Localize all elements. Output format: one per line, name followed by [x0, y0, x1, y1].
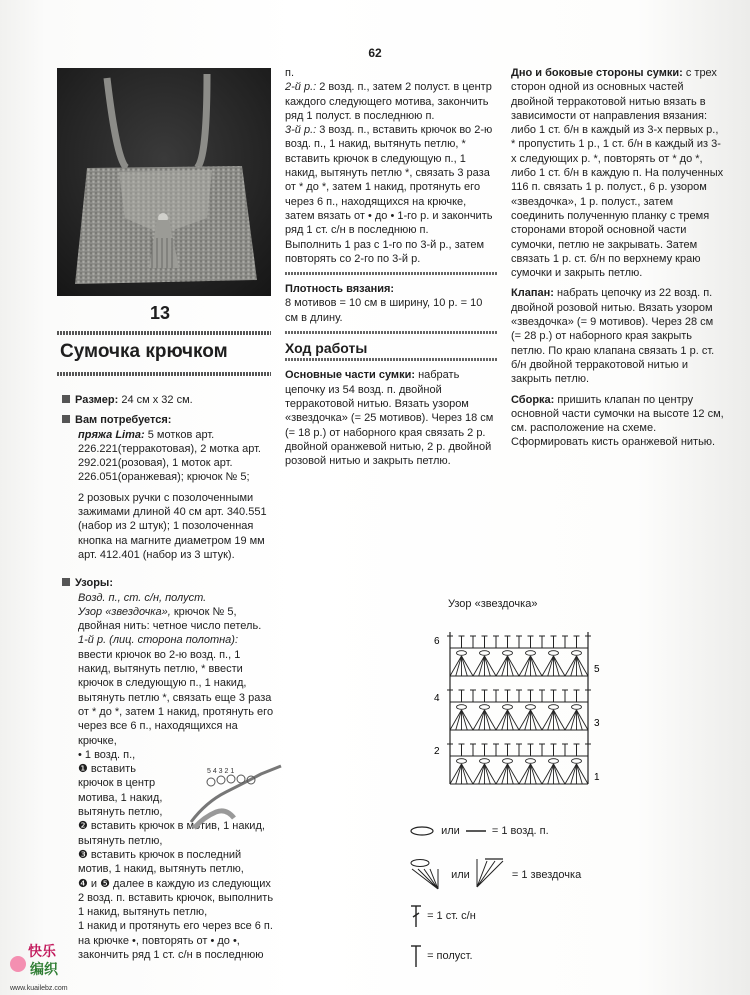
main-parts-text: набрать цепочку из 54 возд. п. двойной терракотовой нитью. Вязать узором «звездочка» (= 25 мотивов). Через 18 см (= 18 р.) от наборного края связать 2 р. двойной оранжевой нитью, 2 р. двойной розовой нитью и закрыть петлю.: [285, 369, 494, 468]
row2-label: 2-й р.:: [285, 81, 317, 94]
chain-stitch-mark: [457, 705, 467, 710]
row3-text: 3 возд. п., вставить крючок во 2-ю возд. п., 1 накид, вытянуть петлю, * вставить крючок в следующую п., 1 накид, вытянуть петлю *, связать 3 раза от * до *, затем 1 накид, протянуть его через 6 п., находящихся на крючке, затем вязать от • до • 1-го р. и закончить ряд 1 ст. с/н в последнюю п.: [285, 124, 493, 237]
diagram-title: Узор «звездочка»: [448, 598, 538, 610]
diagram-stroke: [473, 710, 485, 730]
diagram-stroke: [548, 710, 554, 730]
svg-text:编织: 编织: [30, 962, 58, 978]
need-label: Вам потребуется:: [75, 414, 172, 427]
diagram-stroke: [502, 656, 508, 676]
half-double-crochet-icon: [408, 943, 424, 969]
diagram-stroke: [508, 710, 520, 730]
star-stitch-diagram: [420, 592, 620, 802]
diagram-stroke: [479, 656, 485, 676]
star-fan-alt-icon: [473, 857, 509, 893]
flap-paragraph: [511, 286, 725, 386]
chain-stitch-mark: [549, 705, 559, 710]
diagram-stroke: [577, 764, 583, 784]
inset-digits: 5 4 3 2 1: [207, 768, 235, 776]
diagram-stroke: [456, 710, 462, 730]
svg-text:快乐: 快乐: [28, 944, 56, 960]
chain-stitch-mark: [480, 759, 490, 764]
diagram-stroke: [485, 656, 491, 676]
diagram-stroke: [462, 656, 474, 676]
diagram-stroke: [485, 710, 491, 730]
size-label: Размер:: [75, 394, 119, 406]
diagram-stroke: [508, 764, 514, 784]
density-label: Плотность вязания:: [285, 283, 395, 296]
diagram-stroke: [462, 656, 468, 676]
row1-paragraph: [78, 633, 274, 747]
diagram-stroke: [485, 764, 497, 784]
diagram-stroke: [542, 764, 554, 784]
step-1: ❶ вставить крючок в центр мотива, 1 накид, вытянуть петлю,: [78, 763, 163, 819]
diagram-stroke: [554, 764, 566, 784]
middle-column: [285, 66, 497, 474]
legend-star-text: = 1 звездочка: [511, 868, 582, 881]
row-number-6: 6: [434, 636, 440, 647]
diagram-stroke: [577, 710, 583, 730]
row-number-1: 1: [594, 772, 600, 783]
watermark-logo: [8, 938, 78, 994]
legend-chain: [408, 825, 549, 837]
chain-stitch-mark: [457, 651, 467, 656]
diagram-stroke: [554, 656, 560, 676]
chain-oval-icon: [408, 825, 438, 837]
row2-text: 2 возд. п., затем 2 полуст. в центр каждого следующего мотива, закончить ряд 1 полуст. в последнюю п.: [285, 81, 492, 122]
chain-dash-icon: [463, 825, 489, 837]
diagram-stroke: [554, 710, 566, 730]
yarn-text: 5 мотков арт. 226.221(терракотовая), 2 мотка арт. 292.021(розовая), 1 моток арт. 226.051(оранжевая); крючок № 5;: [78, 428, 261, 484]
page-number: 62: [368, 46, 382, 60]
legend-dc-text: = 1 ст. с/н: [427, 909, 476, 922]
chain-stitch-mark: [503, 705, 513, 710]
legend-or-1: или: [441, 825, 460, 837]
diagram-stroke: [571, 710, 577, 730]
step-5: 1 накид и протянуть его через все 6 п. на крючке •, повторять от • до •, закончить ряд 1 ст. с/н в последнюю: [78, 920, 273, 961]
diagram-stroke: [577, 710, 589, 730]
repeat-paragraph: Выполнить 1 раз с 1-го по 3-й р., затем повторять со 2-го по 3-й р.: [285, 238, 485, 265]
diagram-stroke: [531, 764, 543, 784]
diagram-stroke: [577, 656, 583, 676]
chain-stitch-mark: [480, 705, 490, 710]
patterns-heading: [62, 576, 274, 590]
main-parts-paragraph: [285, 368, 497, 468]
divider-progress: [285, 331, 497, 334]
star-fan-icon: [408, 857, 448, 893]
diagram-stroke: [554, 764, 560, 784]
diagram-stroke: [450, 710, 462, 730]
legend-chain-text: = 1 возд. п.: [491, 825, 549, 837]
legend-or-2: или: [451, 868, 470, 881]
diagram-rows: [447, 632, 591, 784]
diagram-stroke: [496, 710, 508, 730]
bullet-square-icon: [62, 578, 70, 586]
bottom-sides-paragraph: [511, 66, 725, 280]
chain-stitch-mark: [480, 651, 490, 656]
yarn-label: пряжа Lima:: [78, 428, 145, 441]
chain-stitch-mark: [526, 705, 536, 710]
stitches-line: Возд. п., ст. с/н, полуст.: [78, 591, 207, 604]
step-3: ❸ вставить крючок в последний мотив, 1 накид, вытянуть петлю,: [78, 848, 244, 876]
diagram-stroke: [525, 710, 531, 730]
diagram-stroke: [462, 764, 474, 784]
diagram-stroke: [577, 764, 589, 784]
steps-block: [78, 762, 274, 962]
row2-paragraph: [285, 80, 497, 123]
row3-label: 3-й р.:: [285, 124, 317, 137]
row1-label: 1-й р. (лиц. сторона полотна):: [78, 634, 238, 647]
star-pattern-text: крючок № 5, двойная нить: четное число петель.: [78, 605, 262, 633]
patterns-body: [62, 591, 274, 963]
diagram-stroke: [508, 656, 514, 676]
row-number-2: 2: [434, 746, 440, 757]
star-pattern-label: Узор «звездочка»,: [78, 605, 171, 618]
diagram-stroke: [450, 656, 462, 676]
chain-stitch-mark: [526, 651, 536, 656]
diagram-stroke: [479, 710, 485, 730]
row1-text: ввести крючок во 2-ю возд. п., 1 накид, вытянуть петлю, * ввести крючок в следующую п., 1 накид, вытянуть петлю *, связать еще 3 раза от * до *, затем 1 накид, протянуть его через все 6 п., находящихся на крючке,: [78, 648, 274, 747]
main-parts-label: Основные части сумки:: [285, 369, 415, 382]
chain-stitch-mark: [549, 759, 559, 764]
row-number-4: 4: [434, 693, 440, 704]
diagram-stroke: [571, 656, 577, 676]
diagram-stroke: [462, 764, 468, 784]
diagram-stroke: [479, 764, 485, 784]
kuaile-logo-icon: [8, 938, 78, 994]
diagram-stroke: [531, 656, 543, 676]
assembly-label: Сборка:: [511, 393, 555, 406]
flap-label: Клапан:: [511, 287, 554, 300]
bottom-sides-label: Дно и боковые стороны сумки:: [511, 67, 683, 79]
step-2: ❷ вставить крючок в мотив, 1 накид, вытянуть петлю,: [78, 820, 265, 847]
legend-star: [408, 857, 581, 893]
yarn-paragraph: [62, 428, 274, 485]
left-column: [62, 393, 274, 962]
size-line: [62, 393, 274, 407]
row-number-3: 3: [594, 718, 600, 729]
diagram-stroke: [577, 656, 589, 676]
chain-stitch-mark: [503, 759, 513, 764]
diagram-stroke: [542, 656, 554, 676]
legend: [400, 815, 615, 995]
legend-hdc-text: = полуст.: [427, 949, 473, 962]
diagram-stroke: [548, 764, 554, 784]
diagram-stroke: [519, 764, 531, 784]
divider-progress-bottom: [285, 358, 497, 361]
progress-heading: Ход работы: [285, 340, 368, 357]
diagram-stroke: [565, 656, 577, 676]
bag-photo: [57, 68, 271, 296]
legend-dc: [408, 903, 476, 929]
step-4: ❹ и ❺ далее в каждую из следующих 2 возд. п. вставить крючок, выполнить 1 накид, вытянуть петлю,: [78, 877, 274, 919]
row-number-5: 5: [594, 664, 600, 675]
row3-paragraph: [285, 123, 497, 237]
diagram-stroke: [496, 764, 508, 784]
diagram-stroke: [450, 764, 462, 784]
diagram-stroke: [485, 656, 497, 676]
title-rule-top: [57, 331, 271, 335]
diagram-stroke: [485, 710, 497, 730]
diagram-stroke: [519, 710, 531, 730]
double-crochet-icon: [408, 903, 424, 929]
diagram-stroke: [456, 656, 462, 676]
bottom-sides-text: с трех сторон одной из основных частей двойной терракотовой нитью вязать в зависимости от направления вязания: либо 1 ст. б/н в каждый из 3-х первых р., * пропустить 1 р., 1 ст. б/н в каждый из 3-х следующих р. *, повторять от * до *, либо 1 ст. б/н в каждую п. На полученных 116 п. связать 1 р. полуст., 6 р. узором «звездочка», 1 р. полуст., затем соединить полученную планку с тремя сторонами второй основной части сумочки, петлю не закрывать. Затем связать 1 р. ст. б/н по верхнему краю сумочки и закрыть петлю.: [511, 67, 724, 280]
chain-stitch-mark: [572, 759, 582, 764]
density-text: 8 мотивов = 10 см в ширину, 10 р. = 10 см в длину.: [285, 297, 483, 324]
star-pattern-line: [78, 605, 274, 634]
svg-text:www.kuailebz.com: www.kuailebz.com: [10, 985, 68, 992]
diagram-stroke: [508, 656, 520, 676]
diagram-stroke: [525, 656, 531, 676]
hook-illustration: [186, 762, 286, 832]
diagram-stroke: [531, 710, 537, 730]
patterns-label: Узоры:: [75, 577, 113, 590]
diagram-stroke: [502, 764, 508, 784]
title-rule-bottom: [57, 372, 271, 376]
diagram-stroke: [565, 710, 577, 730]
chain-stitch-mark: [526, 759, 536, 764]
diagram-stroke: [548, 656, 554, 676]
project-number: 13: [150, 303, 171, 323]
diagram-stroke: [531, 656, 537, 676]
chain-stitch-mark: [457, 759, 467, 764]
assembly-text: пришить клапан по центру основной части сумочки на высоте 12 см, см. расположение на схеме. Сформировать кисть оранжевой нитью.: [511, 393, 724, 449]
need-heading: [62, 413, 274, 427]
right-column: [511, 66, 725, 456]
diagram-stroke: [502, 710, 508, 730]
diagram-stroke: [456, 764, 462, 784]
diagram-stroke: [508, 764, 520, 784]
diagram-stroke: [462, 710, 474, 730]
diagram-stroke: [554, 710, 560, 730]
legend-hdc: [408, 943, 473, 969]
chain-stitch-mark: [572, 651, 582, 656]
diagram-stroke: [519, 656, 531, 676]
size-value: 24 см х 32 см.: [121, 394, 193, 406]
bullet-square-icon: [62, 415, 70, 423]
diagram-stroke: [525, 764, 531, 784]
divider-density: [285, 272, 497, 275]
bullet-square-icon: [62, 395, 70, 403]
assembly-paragraph: [511, 393, 725, 450]
diagram-stroke: [462, 710, 468, 730]
diagram-stroke: [554, 656, 566, 676]
accessories-paragraph: 2 розовых ручки с позолоченными зажимами длиной 40 см арт. 340.551 (набор из 2 штук); 1 позолоченная кнопка на магните диаметром 19 мм арт. 412.401 (набор из 3 штук).: [78, 491, 267, 561]
diagram-stroke: [496, 656, 508, 676]
flap-text: набрать цепочку из 22 возд. п. двойной розовой нитью. Вязать узором «звездочка» (= 9 мотивов). Через 28 см (= 28 р.) от наборного края закрыть петлю. По краю клапана связать 1 р. ст. б/н двойной терракотовой нитью и закрыть петлю.: [511, 287, 715, 386]
diagram-stroke: [565, 764, 577, 784]
diagram-stroke: [508, 710, 514, 730]
diagram-stroke: [473, 656, 485, 676]
chain-stitch-mark: [572, 705, 582, 710]
mid-top-text: п.: [285, 67, 295, 79]
diagram-stroke: [571, 764, 577, 784]
diagram-stroke: [531, 764, 537, 784]
diagram-stroke: [485, 764, 491, 784]
chain-stitch-mark: [549, 651, 559, 656]
diagram-stroke: [531, 710, 543, 730]
diagram-stroke: [542, 710, 554, 730]
diagram-stroke: [473, 764, 485, 784]
row1-end: • 1 возд. п.,: [78, 748, 136, 761]
chain-stitch-mark: [503, 651, 513, 656]
page-title: Сумочка крючком: [60, 341, 228, 362]
